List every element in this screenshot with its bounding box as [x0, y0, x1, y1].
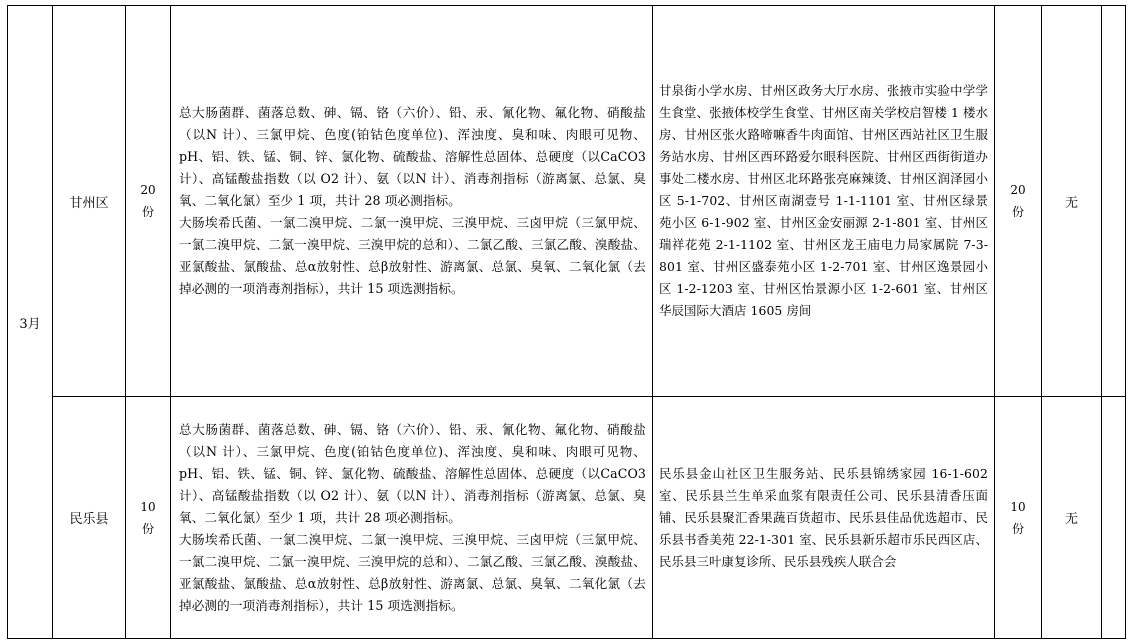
test-items-cell: [171, 6, 653, 397]
required-items-text: 总大肠菌群、菌落总数、砷、镉、铬（六价）、铅、汞、氰化物、氟化物、硝酸盐（以N 计）、三氯甲烷、色度(铂钴色度单位)、浑浊度、臭和味、肉眼可见物、pH、铝、铁、锰、铜、锌、氯化物、硫酸盐、溶解性总固体、总硬度（以CaCO3 计）、高锰酸盐指数（以 O2 计）、氨（以N 计）、消毒剂指标（游离氯、总氯、臭氧、二氧化氯）至少 1 项，共计 28 项必测指标。: [179, 421, 646, 525]
sample-count: 20: [140, 183, 156, 197]
blank-cell: [1102, 6, 1126, 397]
abnormal-cell: 无: [1042, 6, 1102, 397]
abnormal-cell: 无: [1042, 397, 1102, 639]
qualified-unit: 份: [1011, 205, 1024, 219]
sampling-sites-text: 民乐县金山社区卫生服务站、民乐县锦绣家园 16-1-602 室、民乐县兰生单采血浆有限责任公司、民乐县清香压面铺、民乐县聚汇香果蔬百货超市、民乐县佳品优选超市、民乐县书香美苑 22-1-301 室、民乐县新乐超市乐民西区店、民乐县三叶康复诊所、民乐县残疾人联合会: [659, 465, 988, 569]
area-cell: 民乐县: [53, 397, 126, 639]
optional-items-text: 大肠埃希氏菌、一氯二溴甲烷、二氯一溴甲烷、三溴甲烷、三卤甲烷（三氯甲烷、一氯二溴甲烷、二氯一溴甲烷、三溴甲烷的总和）、二氯乙酸、三氯乙酸、溴酸盐、亚氯酸盐、氯酸盐、总α放射性、总β放射性、游离氯、总氯、臭氧、二氧化氯（去掉必测的一项消毒剂指标），共计 15 项选测指标。: [179, 531, 646, 613]
qualified-count: 20: [1010, 183, 1026, 197]
sample-unit: 份: [141, 205, 154, 219]
qualified-count-cell: [995, 397, 1042, 639]
month-cell: 3月: [8, 6, 53, 639]
qualified-count: 10: [1010, 499, 1026, 514]
sampling-sites-cell: [653, 397, 995, 639]
table-row: [8, 6, 1126, 397]
sample-count-cell: [126, 6, 171, 397]
area-cell: 甘州区: [53, 6, 126, 397]
table-row: [8, 397, 1126, 639]
qualified-unit: 份: [1011, 521, 1024, 536]
test-items-cell: [171, 397, 653, 639]
sampling-sites-text: 甘泉街小学水房、甘州区政务大厅水房、张掖市实验中学学生食堂、张掖体校学生食堂、甘州区南关学校启智楼 1 楼水房、甘州区张火路啼嘛香牛肉面馆、甘州区西站社区卫生服务站水房、甘州区西环路爱尔眼科医院、甘州区西街街道办事处二楼水房、甘州区北环路张亮麻辣烫、甘州区润泽园小区 5-1-702、甘州区南湖壹号 1-1-1101 室、甘州区绿景苑小区 6-1-902 室、甘州区金安丽源 2-1-801 室、甘州区瑞祥花苑 2-1-1102 室、甘州区龙王庙电力局家属院 7-3-801 室、甘州区盛泰苑小区 1-2-701 室、甘州区逸景园小区 1-2-1203 室、甘州区怡景源小区 1-2-601 室、甘州区华辰国际大酒店 1605 房间: [659, 83, 988, 318]
required-items-text: 总大肠菌群、菌落总数、砷、镉、铬（六价）、铅、汞、氰化物、氟化物、硝酸盐（以N 计）、三氯甲烷、色度(铂钴色度单位)、浑浊度、臭和味、肉眼可见物、pH、铝、铁、锰、铜、锌、氯化物、硫酸盐、溶解性总固体、总硬度（以CaCO3 计）、高锰酸盐指数（以 O2 计）、氨（以N 计）、消毒剂指标（游离氯、总氯、臭氧、二氧化氯）至少 1 项，共计 28 项必测指标。: [179, 105, 646, 208]
optional-items-text: 大肠埃希氏菌、一氯二溴甲烷、二氯一溴甲烷、三溴甲烷、三卤甲烷（三氯甲烷、一氯二溴甲烷、二氯一溴甲烷、三溴甲烷的总和）、二氯乙酸、三氯乙酸、溴酸盐、亚氯酸盐、氯酸盐、总α放射性、总β放射性、游离氯、总氯、臭氧、二氧化氯（去掉必测的一项消毒剂指标），共计 15 项选测指标。: [179, 215, 646, 296]
water-quality-table: [7, 5, 1126, 639]
qualified-count-cell: [995, 6, 1042, 397]
sample-count: 10: [140, 499, 156, 514]
sample-count-cell: [126, 397, 171, 639]
sampling-sites-cell: [653, 6, 995, 397]
sample-unit: 份: [141, 521, 154, 536]
blank-cell: [1102, 397, 1126, 639]
